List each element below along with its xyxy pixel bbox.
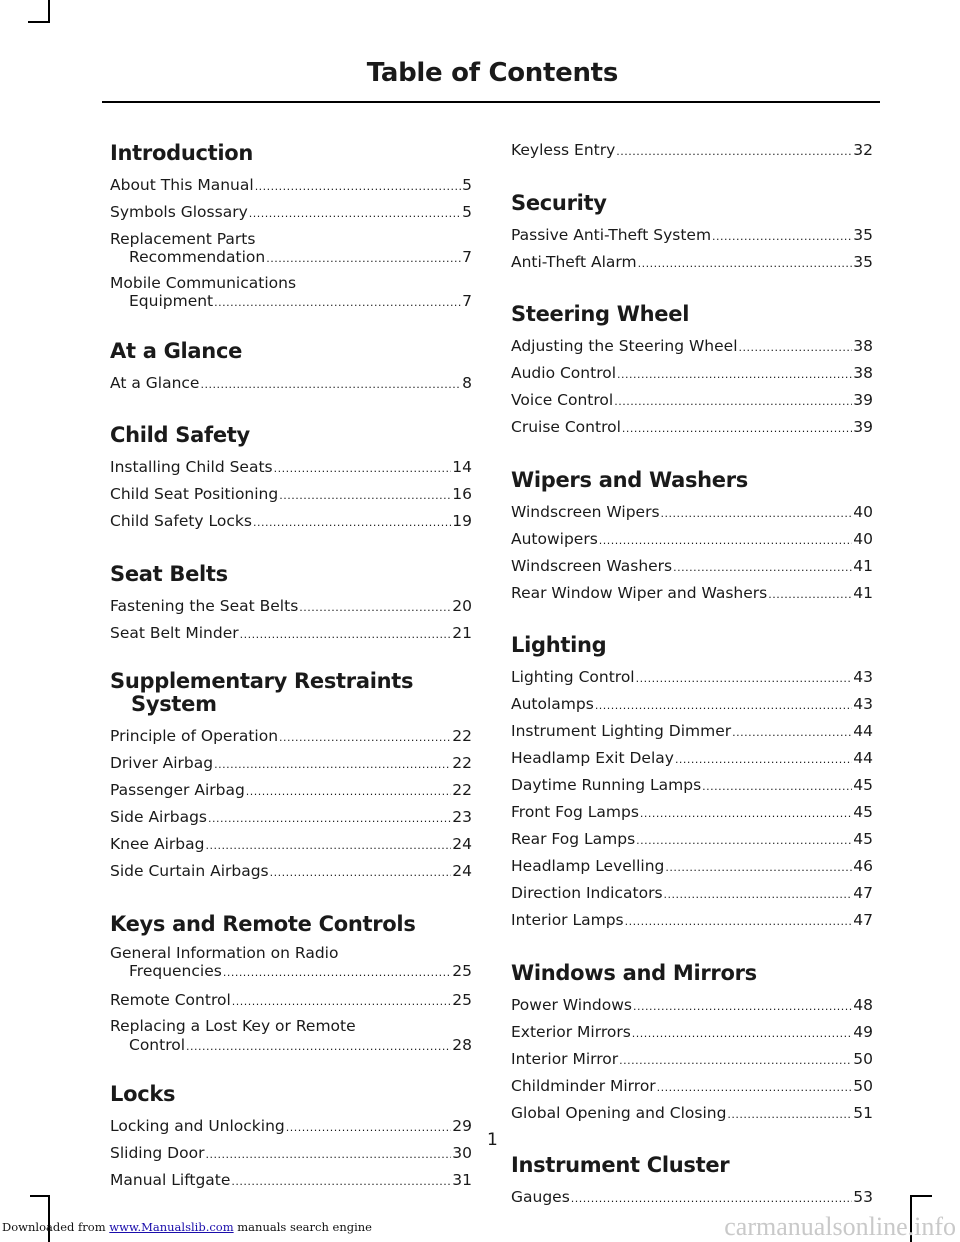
- entry-page-number: 23: [452, 808, 472, 826]
- dot-leader: [231, 1170, 451, 1195]
- dot-leader: [614, 390, 852, 415]
- crop-mark-bottom-left-h: [30, 1195, 50, 1197]
- entry-title: Exterior Mirrors: [511, 1022, 631, 1041]
- section-heading: Keys and Remote Controls: [110, 911, 416, 936]
- entry-title: Seat Belt Minder: [110, 623, 239, 642]
- entry-page-number: 38: [853, 364, 873, 382]
- entry-page-number: 50: [853, 1049, 873, 1068]
- dot-leader: [571, 1187, 852, 1212]
- footer-prefix: Downloaded from: [2, 1220, 110, 1234]
- toc-entry[interactable]: [511, 500, 873, 527]
- dot-leader: [205, 834, 451, 859]
- entry-title: General Information on Radio: [110, 943, 339, 962]
- toc-entry[interactable]: [110, 1114, 472, 1141]
- entry-title: Audio Control: [511, 364, 617, 382]
- entry-page-number: 45: [853, 776, 873, 794]
- entry-page-number: 24: [452, 862, 472, 880]
- entry-page-number: 41: [853, 556, 873, 575]
- dot-leader: [279, 726, 451, 751]
- entry-title: Anti-Theft Alarm: [511, 252, 637, 271]
- toc-section: [110, 909, 472, 1057]
- toc-entry[interactable]: [511, 1020, 873, 1047]
- dot-leader: [595, 694, 852, 719]
- entry-page-number: 49: [853, 1022, 873, 1041]
- dot-leader: [664, 883, 853, 908]
- toc-left-column: [110, 138, 472, 1195]
- toc-entry[interactable]: [110, 832, 472, 859]
- toc-entry[interactable]: [110, 859, 472, 886]
- dot-leader: [640, 802, 852, 827]
- entry-title: Fastening the Seat Belts: [110, 596, 299, 615]
- toc-entry[interactable]: [110, 509, 472, 536]
- dot-leader: [712, 225, 852, 250]
- page-title: Table of Contents: [366, 58, 618, 88]
- section-heading: Introduction: [110, 141, 254, 165]
- entry-title: Cruise Control: [511, 418, 621, 436]
- toc-entry[interactable]: [511, 1185, 873, 1212]
- crop-mark-bottom-left-v: [48, 1195, 50, 1242]
- entry-title: Installing Child Seats: [110, 458, 273, 476]
- watermark: carmanualsonline.info: [724, 1212, 956, 1241]
- dot-leader: [657, 1076, 853, 1101]
- toc-section: [110, 1079, 472, 1195]
- entry-title: Symbols Glossary: [110, 203, 248, 221]
- entry-page-number: 50: [853, 1076, 873, 1095]
- toc-entry[interactable]: [110, 805, 472, 832]
- dot-leader: [253, 511, 451, 536]
- entry-page-number: 22: [452, 727, 472, 745]
- dot-leader: [270, 861, 452, 886]
- entry-page-number: 48: [853, 995, 873, 1014]
- dot-leader: [266, 250, 461, 269]
- toc-entry[interactable]: [110, 455, 472, 482]
- toc-entry[interactable]: [511, 527, 873, 554]
- entry-page-number: 38: [853, 337, 873, 355]
- entry-title: Side Curtain Airbags: [110, 862, 269, 880]
- entry-title: Remote Control: [110, 990, 231, 1009]
- section-heading: Lighting: [511, 633, 607, 657]
- entry-title: Knee Airbag: [110, 835, 205, 853]
- toc-section: [110, 559, 472, 648]
- dot-leader: [661, 502, 853, 527]
- entry-title: Driver Airbag: [110, 754, 214, 772]
- entry-page-number: 44: [853, 722, 873, 740]
- toc-section: [110, 138, 472, 313]
- entry-title: Power Windows: [511, 995, 632, 1014]
- toc-section: [110, 420, 472, 536]
- entry-title: Voice Control: [511, 391, 614, 409]
- entry-title: Rear Fog Lamps: [511, 830, 636, 848]
- dot-leader: [619, 1049, 852, 1074]
- entry-page-number: 16: [452, 485, 472, 503]
- dot-leader: [617, 363, 852, 388]
- toc-entry[interactable]: [511, 415, 873, 442]
- toc-entry[interactable]: [511, 1047, 873, 1074]
- entry-page-number: 39: [853, 418, 873, 436]
- toc-entry[interactable]: [511, 908, 873, 935]
- entry-title: Principle of Operation: [110, 727, 279, 745]
- toc-entry[interactable]: [511, 773, 873, 800]
- dot-leader: [599, 529, 852, 554]
- dot-leader: [246, 780, 451, 805]
- entry-title: Rear Window Wiper and Washers: [511, 583, 768, 602]
- dot-leader: [249, 202, 461, 227]
- dot-leader: [214, 294, 461, 313]
- entry-title: About This Manual: [110, 176, 254, 194]
- dot-leader: [665, 856, 852, 881]
- toc-entry[interactable]: [511, 554, 873, 581]
- dot-leader: [673, 556, 852, 581]
- toc-entry[interactable]: [511, 334, 873, 361]
- entry-page-number: 25: [452, 990, 472, 1009]
- toc-section: [511, 1150, 873, 1212]
- crop-mark-top-left-v: [48, 0, 50, 22]
- entry-page-number: 43: [853, 695, 873, 713]
- entry-title: Replacing a Lost Key or Remote: [110, 1017, 356, 1035]
- entry-page-number: 5: [462, 176, 472, 194]
- dot-leader: [636, 829, 852, 854]
- toc-entry[interactable]: [511, 800, 873, 827]
- entry-title: Childminder Mirror: [511, 1076, 656, 1095]
- entry-page-number: 45: [853, 830, 873, 848]
- entry-title: Child Safety Locks: [110, 512, 252, 530]
- crop-mark-bottom-right-h: [910, 1195, 932, 1197]
- dot-leader: [214, 753, 451, 778]
- entry-title-continued: Control: [129, 1035, 186, 1054]
- entry-page-number: 25: [452, 962, 472, 980]
- footer-download-note: [2, 1220, 372, 1234]
- toc-right-column: [511, 138, 873, 1212]
- entry-title: Interior Mirror: [511, 1049, 619, 1068]
- dot-leader: [299, 596, 451, 621]
- entry-title-continued: Equipment: [129, 292, 214, 310]
- toc-section: [110, 336, 472, 398]
- section-heading: At a Glance: [110, 338, 243, 363]
- toc-section: [110, 670, 472, 886]
- toc-entry[interactable]: [110, 173, 472, 200]
- toc-entry[interactable]: [511, 854, 873, 881]
- dot-leader: [633, 995, 852, 1020]
- toc-entry[interactable]: [511, 223, 873, 250]
- entry-title: Direction Indicators: [511, 884, 663, 902]
- entry-title: Adjusting the Steering Wheel: [511, 337, 738, 355]
- entry-title-continued: Frequencies: [129, 962, 222, 980]
- entry-title: Child Seat Positioning: [110, 485, 279, 503]
- entry-title: Mobile Communications: [110, 273, 297, 292]
- entry-title: Windscreen Wipers: [511, 502, 660, 521]
- entry-page-number: 29: [452, 1117, 472, 1135]
- entry-page-number: 28: [452, 1035, 472, 1054]
- toc-entry[interactable]: [511, 665, 873, 692]
- entry-title: Instrument Lighting Dimmer: [511, 722, 732, 740]
- entry-title: Global Opening and Closing: [511, 1103, 727, 1122]
- entry-title: Sliding Door: [110, 1144, 205, 1162]
- entry-page-number: 47: [853, 911, 873, 929]
- entry-title: Lighting Control: [511, 668, 635, 686]
- entry-title: Passive Anti-Theft System: [511, 225, 712, 244]
- entry-page-number: 7: [462, 292, 472, 310]
- entry-page-number: 14: [452, 458, 472, 476]
- toc-entry[interactable]: [110, 230, 472, 269]
- entry-title: Front Fog Lamps: [511, 803, 639, 821]
- toc-entry[interactable]: [511, 1101, 873, 1128]
- footer-link[interactable]: www.Manualslib.com: [109, 1220, 234, 1234]
- dot-leader: [632, 1022, 852, 1047]
- dot-leader: [625, 910, 853, 935]
- entry-page-number: 19: [452, 512, 472, 530]
- entry-title: Locking and Unlocking: [110, 1117, 285, 1135]
- dot-leader: [205, 1143, 451, 1168]
- entry-title-continued-row: [110, 248, 472, 269]
- dot-leader: [702, 775, 852, 800]
- section-heading: Locks: [110, 1082, 176, 1106]
- entry-page-number: 7: [462, 248, 472, 266]
- entry-title: Keyless Entry: [511, 141, 616, 159]
- entry-title-continued-row: [110, 292, 472, 313]
- toc-entry[interactable]: [511, 827, 873, 854]
- entry-title: Autowipers: [511, 529, 598, 548]
- toc-entry[interactable]: [110, 621, 472, 648]
- section-heading: Seat Belts: [110, 561, 228, 586]
- entry-title: Manual Liftgate: [110, 1171, 231, 1189]
- toc-entry[interactable]: [511, 388, 873, 415]
- entry-page-number: 35: [853, 225, 873, 244]
- dot-leader: [768, 583, 852, 608]
- crop-mark-top-left-h: [28, 21, 50, 23]
- toc-entry[interactable]: [511, 993, 873, 1020]
- toc-entry[interactable]: [110, 594, 472, 621]
- entry-title: Headlamp Exit Delay: [511, 749, 674, 767]
- toc-section: [511, 465, 873, 608]
- section-heading: Child Safety: [110, 423, 250, 447]
- toc-entry[interactable]: [110, 1168, 472, 1195]
- entry-page-number: 51: [853, 1103, 873, 1122]
- toc-section: [511, 138, 873, 165]
- toc-entry[interactable]: [110, 778, 472, 805]
- dot-leader: [200, 373, 461, 398]
- entry-page-number: 8: [462, 373, 472, 392]
- entry-page-number: 39: [853, 391, 873, 409]
- entry-title: Interior Lamps: [511, 911, 624, 929]
- entry-title: Autolamps: [511, 695, 594, 713]
- toc-section: [511, 958, 873, 1128]
- toc-entry[interactable]: [110, 751, 472, 778]
- dot-leader: [727, 1103, 852, 1128]
- entry-title: Headlamp Levelling: [511, 857, 665, 875]
- dot-leader: [286, 1116, 452, 1141]
- entry-title: At a Glance: [110, 373, 200, 392]
- entry-title: Side Airbags: [110, 808, 207, 826]
- toc-entry[interactable]: [511, 746, 873, 773]
- toc-entry[interactable]: [511, 361, 873, 388]
- section-heading: Wipers and Washers: [511, 467, 749, 492]
- section-heading: Steering Wheel: [511, 302, 690, 326]
- dot-leader: [739, 336, 853, 361]
- dot-leader: [240, 623, 452, 648]
- footer-suffix: manuals search engine: [233, 1220, 372, 1234]
- title-rule: [102, 101, 880, 103]
- toc-entry[interactable]: [511, 138, 873, 165]
- section-heading: Supplementary Restraints System: [110, 669, 414, 716]
- toc-entry[interactable]: [110, 371, 472, 398]
- entry-page-number: 53: [853, 1188, 873, 1206]
- entry-title: Replacement Parts: [110, 229, 256, 248]
- toc-entry[interactable]: [110, 988, 472, 1015]
- toc-entry[interactable]: [110, 944, 472, 983]
- dot-leader: [186, 1038, 451, 1057]
- entry-page-number: 41: [853, 583, 873, 602]
- dot-leader: [638, 252, 853, 277]
- toc-entry[interactable]: [511, 692, 873, 719]
- entry-title: Windscreen Washers: [511, 556, 673, 575]
- dot-leader: [232, 990, 452, 1015]
- entry-page-number: 45: [853, 803, 873, 821]
- toc-entry[interactable]: [511, 1074, 873, 1101]
- entry-page-number: 22: [452, 781, 472, 799]
- entry-page-number: 31: [452, 1171, 472, 1189]
- entry-page-number: 46: [853, 857, 873, 875]
- entry-page-number: 43: [853, 668, 873, 686]
- entry-page-number: 21: [452, 623, 472, 642]
- entry-page-number: 44: [853, 749, 873, 767]
- entry-title: Daytime Running Lamps: [511, 776, 702, 794]
- dot-leader: [636, 667, 853, 692]
- dot-leader: [279, 484, 451, 509]
- toc-entry[interactable]: [110, 200, 472, 227]
- entry-title-continued-row: [110, 1036, 472, 1057]
- entry-title-continued-row: [110, 962, 472, 983]
- dot-leader: [675, 748, 852, 773]
- entry-page-number: 30: [452, 1144, 472, 1162]
- toc-entry[interactable]: [110, 1141, 472, 1168]
- entry-title-continued: Recommendation: [129, 248, 266, 266]
- dot-leader: [616, 140, 852, 165]
- entry-page-number: 47: [853, 884, 873, 902]
- entry-page-number: 24: [452, 835, 472, 853]
- entry-title: Passenger Airbag: [110, 781, 245, 799]
- toc-section: [511, 630, 873, 935]
- entry-page-number: 40: [853, 502, 873, 521]
- entry-page-number: 20: [452, 596, 472, 615]
- toc-entry[interactable]: [110, 274, 472, 313]
- toc-entry[interactable]: [511, 881, 873, 908]
- entry-page-number: 5: [462, 203, 472, 221]
- toc-entry[interactable]: [511, 250, 873, 277]
- toc-entry[interactable]: [511, 581, 873, 608]
- toc-entry[interactable]: [511, 719, 873, 746]
- entry-page-number: 22: [452, 754, 472, 772]
- section-heading: Security: [511, 190, 607, 215]
- dot-leader: [255, 175, 461, 200]
- entry-title: Gauges: [511, 1188, 570, 1206]
- entry-page-number: 35: [853, 252, 873, 271]
- toc-section: [511, 188, 873, 277]
- section-heading: Instrument Cluster: [511, 1153, 730, 1177]
- entry-page-number: 40: [853, 529, 873, 548]
- toc-entry[interactable]: [110, 724, 472, 751]
- toc-entry[interactable]: [110, 482, 472, 509]
- dot-leader: [622, 417, 852, 442]
- dot-leader: [208, 807, 451, 832]
- dot-leader: [274, 457, 452, 482]
- dot-leader: [732, 721, 852, 746]
- section-heading: Windows and Mirrors: [511, 960, 757, 985]
- toc-section: [511, 299, 873, 442]
- dot-leader: [223, 964, 451, 983]
- entry-page-number: 32: [853, 141, 873, 159]
- page-number: 1: [487, 1130, 498, 1150]
- toc-entry[interactable]: [110, 1017, 472, 1056]
